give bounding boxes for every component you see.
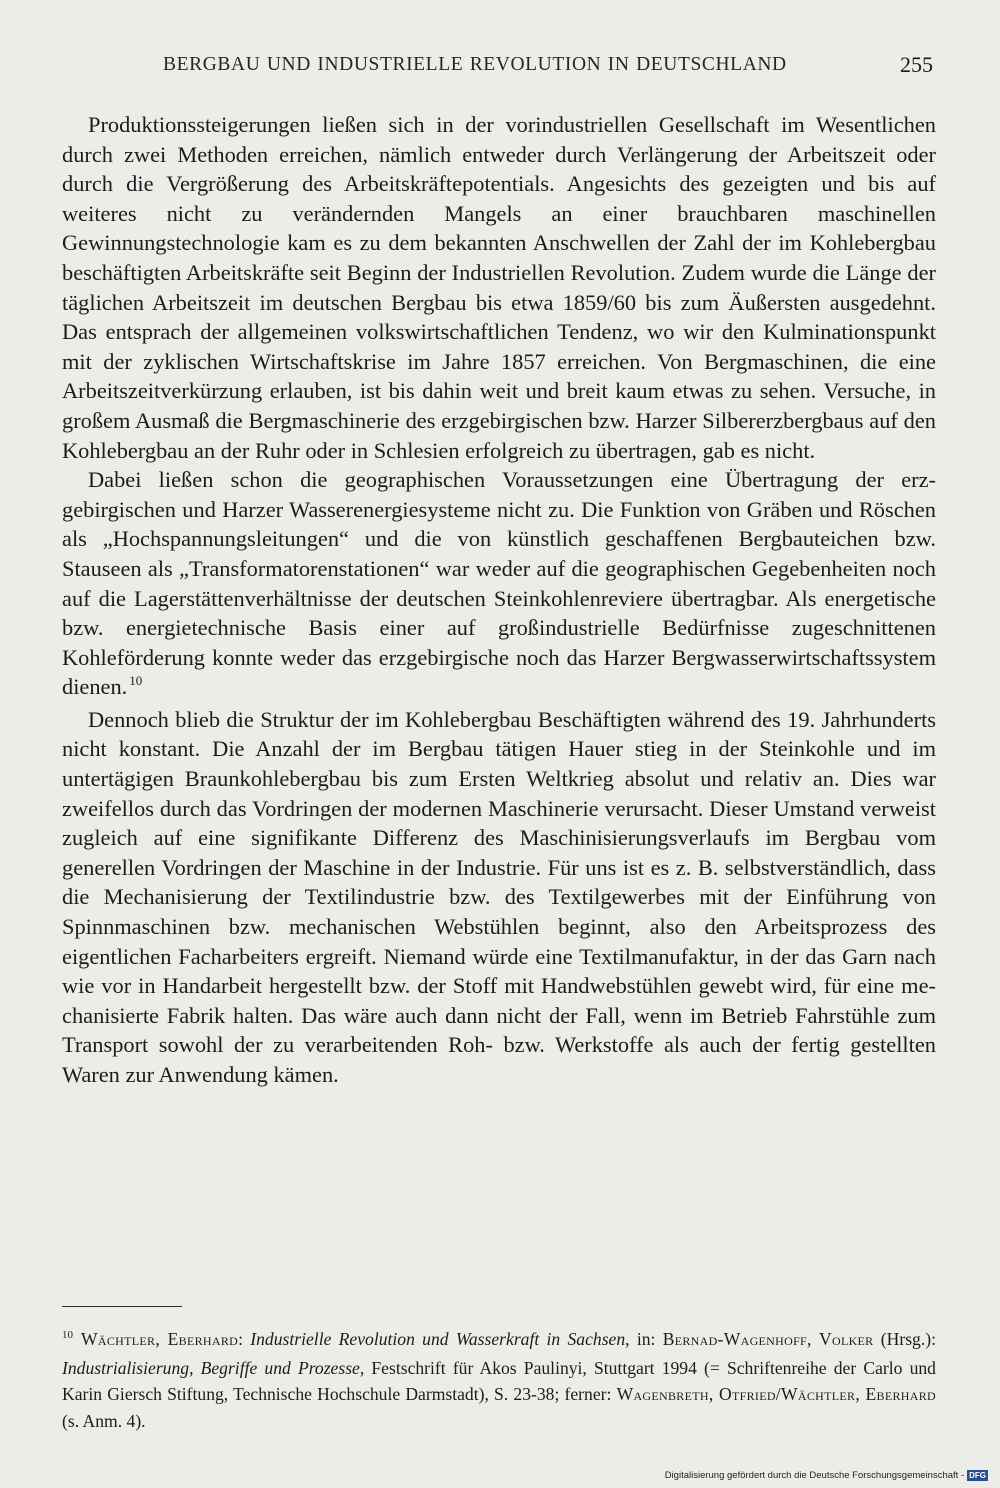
funding-notice: Digitalisierung gefördert durch die Deutsche Forschungsgemeinschaft - DFG xyxy=(664,1470,986,1482)
running-title: BERGBAU UND INDUSTRIELLE REVOLUTION IN DEUTSCHLAND xyxy=(163,54,787,75)
footnote-author: Wächtler, Eberhard xyxy=(81,1329,239,1349)
paragraph-1: Produktionssteigerungen ließen sich in der vorindustriellen Gesellschaft im Wesentlichen durch zwei Methoden erreichen, nämlich entweder durch Verlängerung der Arbeitszeit oder durch die Vergrößerung des Arbeitskräftepotentials. Angesichts des gezeigten und bis auf weiteres nicht zu verändernden Mangels an einer brauchbaren maschinellen Gewinnungstechnologie kam es zu dem bekannten Anschwellen der Zahl der im Kohlebergbau beschäftigten Arbeitskräfte seit Beginn der Industriellen Revolution. Zudem wurde die Länge der täglichen Arbeitszeit im deutschen Bergbau bis etwa 1859/60 bis zum Äußersten ausgedehnt. Das entsprach der allgemeinen volkswirtschaftlichen Tendenz, wo wir den Kulminationspunkt mit der zyklischen Wirtschaftskrise im Jahre 1857 erreichen. Von Bergmaschinen, die eine Arbeitszeitverkürzung erlauben, ist bis dahin weit und breit kaum etwas zu sehen. Versuche, in großem Ausmaß die Bergmaschinerie des erzgebirgischen bzw. Harzer Silbererzbergbaus auf den Kohlebergbau an der Ruhr oder in Schlesien erfolgreich zu übertragen, gab es nicht. xyxy=(62,112,936,463)
page-number: 255 xyxy=(900,52,933,77)
footnote-editor: Bernad-Wagenhoff, Volker xyxy=(662,1329,874,1349)
paragraph-2: Dabei ließen schon die geographischen Voraussetzungen eine Übertragung der erzgebirgischen und Harzer Wasserenergiesysteme nicht zu. Die Funktion von Gräben und Röschen als „Hochspannungsleitungen“ und die von künstlich geschaffenen Bergbauteichen bzw. Stauseen als „Transformatorenstationen“ war weder auf die geographischen Gegebenheiten noch auf die Lagerstättenverhältnisse der deutschen Steinkohlenreviere übertragbar. Als energetische bzw. energietechnische Basis einer auf großindustrielle Bedürfnisse zugeschnittenen Kohleförderung konnte weder das erzgebirgische noch das Harzer Bergwasserwirtschaftssystem dienen. $^{10}$ xyxy=(62,467,936,700)
footnote-book-title: Industrialisierung, Begriffe und Prozesse xyxy=(62,1358,360,1379)
footnote-divider xyxy=(62,1306,182,1307)
footnote-reference[interactable]: 10 xyxy=(129,673,143,689)
footnote-author-2: Wagenbreth, Otfried/Wächtler, Eberhard xyxy=(616,1384,936,1405)
footnote-title: Industrielle Revolution und Wasserkraft in Sachsen xyxy=(250,1329,626,1349)
paragraph-3: Dennoch blieb die Struktur der im Kohlebergbau Beschäftigten während des 19. Jahrhunderts nicht konstant. Die Anzahl der im Bergbau tätigen Hauer stieg in der Steinkohle und im untertägigen Braunkohlebergbau bis zum Ersten Weltkrieg absolut und relativ an. Dies war zweifellos durch das Vordringen der modernen Maschinerie verursacht. Dieser Umstand verweist zugleich auf eine signifikante Differenz des Maschinisierungsverlaufs im Bergbau vom generellen Vordringen der Maschine in der Industrie. Für uns ist es z. B. selbstverständlich, dass die Mechanisierung der Textilindustrie bzw. des Textilgewerbes mit der Einführung von Spinnmaschinen bzw. mechanischen Webstühlen beginnt, also den Arbeitsprozess des eigentlichen Facharbeiters ergreift. Niemand würde eine Textilmanufaktur, in der das Garn nach wie vor in Handarbeit hergestellt bzw. der Stoff mit Handwebstühlen gewebt wird, für eine mechanisierte Fabrik halten. Das wäre auch dann nicht der Fall, wenn im Betrieb Fahrstühle zum Transport sowohl der zu verarbeitenden Roh- bzw. Werkstoffe als auch der fertig gestellten Waren zur Anwendung kämen. xyxy=(62,706,936,1087)
body-text xyxy=(62,110,936,1090)
page-header xyxy=(62,52,936,82)
footnote-number: 10 xyxy=(62,1329,73,1341)
dfg-logo-icon: DFG xyxy=(969,1471,986,1480)
footnote-10: $^{10}$ Wächtler, Eberhard: Industrielle Revolution und Wasserkraft in Sachsen, in: Bernad-Wagenhoff, Volker (Hrsg.): Industrialisierung, Begriffe und Prozesse, Festschrift für Akos Paulinyi, Stuttgart 1994 (= Schriftenreihe der Carlo und Karin Giersch Stiftung, Technische Hochschule Darmstadt), S. 23-38; ferner: Wagenbreth, Otfried/Wächtler, Eberhard (s. Anm. 4). xyxy=(62,1329,936,1431)
